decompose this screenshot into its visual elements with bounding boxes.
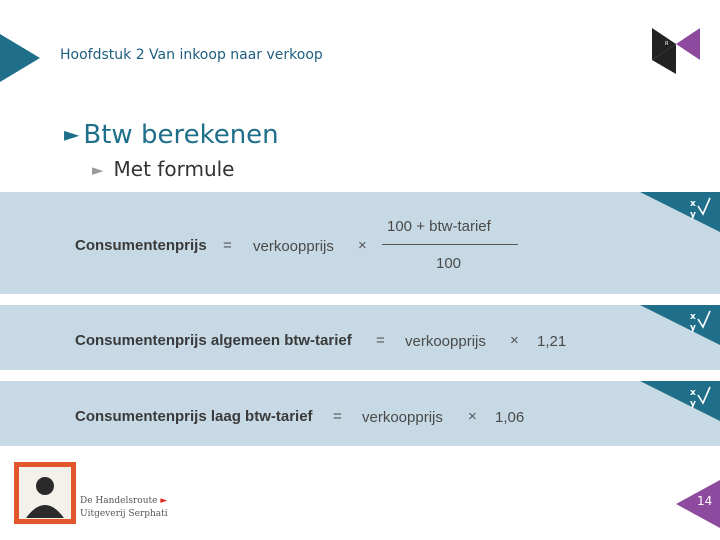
formula-2-left: Consumentenprijs algemeen btw-tarief: [75, 332, 352, 349]
formula-1-left: Consumentenprijs: [75, 237, 207, 254]
chapter-title: Hoofdstuk 2 Van inkoop naar verkoop: [60, 47, 323, 63]
formula-3-factor: 1,06: [495, 409, 525, 426]
svg-text:y: y: [690, 323, 696, 333]
formula-1-denominator: 100: [436, 255, 462, 272]
xy-formula-icon: [640, 192, 720, 232]
formula-2-eq: =: [376, 332, 385, 349]
svg-text:x: x: [690, 312, 696, 322]
bullet-triangle-icon: ►: [64, 122, 80, 146]
formula-3-left: Consumentenprijs laag btw-tarief: [75, 408, 313, 425]
formula-1-fraction-bar: [382, 244, 518, 245]
formula-1-numerator: 100 + btw-tarief: [387, 218, 491, 235]
formula-2-term: verkoopprijs: [405, 333, 486, 350]
svg-text:R: R: [665, 41, 669, 47]
formula-band-3: [0, 381, 720, 446]
page-number: 14: [697, 494, 713, 508]
formula-3-term: verkoopprijs: [362, 409, 443, 426]
slide-title: [64, 120, 279, 150]
publisher-line-2: Uitgeverij Serphati: [80, 509, 168, 519]
svg-text:y: y: [690, 210, 696, 220]
slide-subtitle-text: Met formule: [113, 157, 235, 181]
publisher-arrow-icon: ►: [160, 496, 168, 506]
formula-band-2: [0, 305, 720, 370]
portrait-logo-icon: [14, 462, 76, 524]
brand-mark-icon: [648, 28, 704, 74]
formula-2-factor: 1,21: [537, 333, 567, 350]
formula-2-times: ×: [510, 332, 519, 349]
xy-formula-icon: [640, 381, 720, 421]
svg-text:x: x: [690, 199, 696, 209]
svg-text:x: x: [690, 388, 696, 398]
formula-1-times: ×: [358, 237, 367, 254]
sub-bullet-triangle-icon: ►: [92, 161, 104, 179]
formula-1-eq: =: [223, 237, 232, 254]
xy-formula-icon: [640, 305, 720, 345]
svg-text:3: 3: [692, 56, 696, 62]
formula-3-times: ×: [468, 408, 477, 425]
svg-text:y: y: [690, 399, 696, 409]
formula-3-eq: =: [333, 408, 342, 425]
publisher-name: [80, 495, 168, 521]
formula-band-1: [0, 192, 720, 294]
formula-1-term: verkoopprijs: [253, 238, 334, 255]
slide-title-text: Btw berekenen: [83, 120, 279, 150]
slide-subtitle: [92, 157, 234, 181]
header-triangle-icon: [0, 34, 40, 82]
publisher-line-1: De Handelsroute: [80, 496, 158, 506]
